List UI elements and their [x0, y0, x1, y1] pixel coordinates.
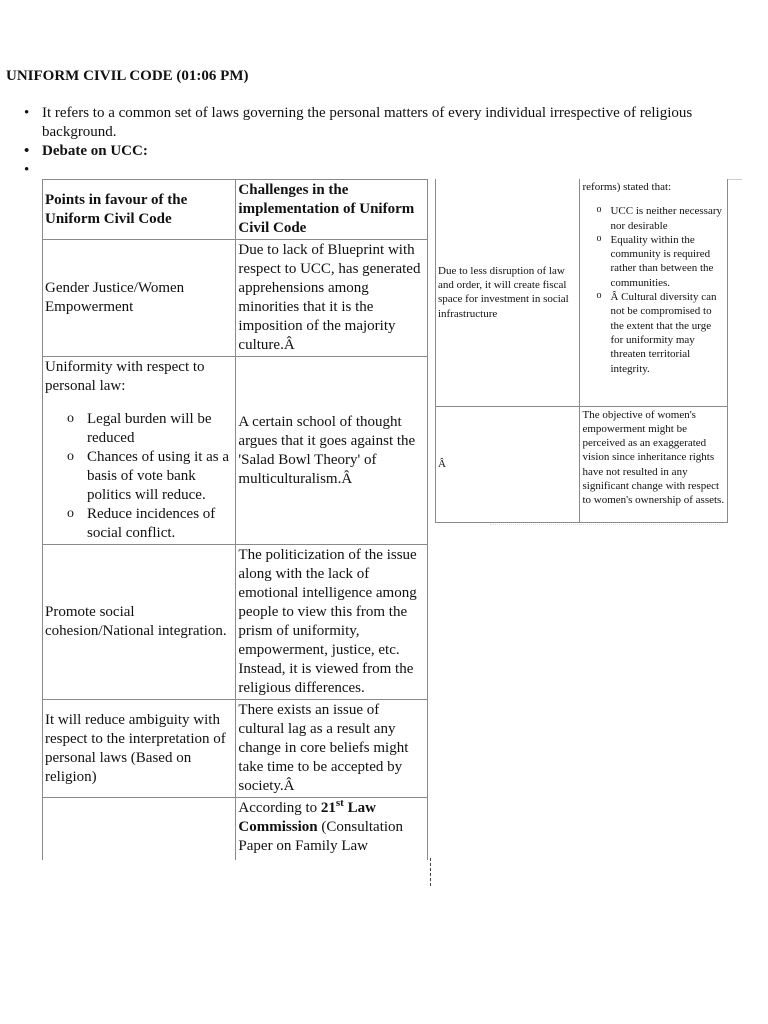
commission-points-list	[582, 204, 725, 376]
table-row	[43, 545, 428, 700]
table-row	[43, 798, 428, 860]
page-break-marker	[430, 858, 431, 886]
challenge-cell: A certain school of thought argues that it goes against the 'Salad Bowl Theory' of multiculturalism.Â	[236, 357, 428, 545]
favour-cell: Due to less disruption of law and order, it will create fiscal space for investment in social infrastructure	[436, 179, 580, 406]
table-row	[43, 700, 428, 798]
list-item: o Equality within the community is required rather than between the communities.	[610, 233, 725, 290]
empty-bullet	[42, 161, 732, 180]
table-row	[436, 179, 728, 406]
list-item: o Legal burden will be reduced	[87, 410, 233, 448]
list-item: o UCC is neither necessary nor desirable	[610, 204, 725, 233]
challenge-cell	[580, 179, 728, 406]
favour-column-header: Points in favour of the Uniform Civil Code	[43, 180, 236, 240]
list-item: o Chances of using it as a basis of vote bank politics will reduce.	[87, 448, 233, 505]
ucc-debate-table	[42, 179, 428, 860]
favour-cell: Gender Justice/Women Empowerment	[43, 240, 236, 357]
law-commission-number: 21	[320, 800, 336, 816]
page-fold-line	[728, 179, 742, 180]
debate-bullet: • Debate on UCC:	[42, 142, 732, 161]
faint-divider	[490, 524, 720, 525]
favour-cell: It will reduce ambiguity with respect to the interpretation of personal laws (Based on religion)	[43, 700, 236, 798]
page-title: UNIFORM CIVIL CODE (01:06 PM)	[6, 68, 249, 84]
challenge-cell: There exists an issue of cultural lag as a result any change in core beliefs might take time to be accepted by society.Â	[236, 700, 428, 798]
law-commission-name: Law Commission	[238, 800, 376, 835]
law-commission-post: (Consultation Paper on Family Law	[238, 819, 404, 854]
continued-table-fragment	[435, 179, 728, 523]
favour-cell: Promote social cohesion/National integration.	[43, 545, 236, 700]
challenge-cell: The objective of women's empowerment might be perceived as an exaggerated vision since inheritance rights have not resulted in any significant change with respect to women's ownership of assets.	[580, 406, 728, 522]
table-row	[436, 406, 728, 522]
challenge-cell	[236, 798, 428, 860]
table-header-row	[43, 180, 428, 240]
list-item: o Reduce incidences of social conflict.	[87, 505, 233, 543]
law-commission-suffix: st	[335, 797, 344, 809]
favour-cell	[43, 798, 236, 860]
table-row	[43, 240, 428, 357]
ucc-definition-bullet: • It refers to a common set of laws governing the personal matters of every individual irrespective of religious background.	[42, 104, 732, 142]
commission-intro: reforms) stated that:	[582, 181, 672, 193]
favour-cell	[43, 357, 236, 545]
intro-bullet-list	[42, 104, 732, 180]
favour-cell-intro: Uniformity with respect to personal law:	[45, 359, 205, 394]
challenge-cell: The politicization of the issue along with the lack of emotional intelligence among people to view this from the prism of uniformity, empowerment, justice, etc. Instead, it is viewed from the religious differences.	[236, 545, 428, 700]
challenge-cell: Due to lack of Blueprint with respect to UCC, has generated apprehensions among minorities that it is the imposition of the majority culture.Â	[236, 240, 428, 357]
law-commission-pre: According to	[238, 800, 321, 816]
list-item: o Â Cultural diversity can not be compromised to the extent that the urge for uniformity may threaten territorial integrity.	[610, 290, 725, 376]
favour-cell: Â	[436, 406, 580, 522]
table-row	[43, 357, 428, 545]
challenge-column-header: Challenges in the implementation of Uniform Civil Code	[236, 180, 428, 240]
favour-sub-list	[45, 410, 233, 543]
